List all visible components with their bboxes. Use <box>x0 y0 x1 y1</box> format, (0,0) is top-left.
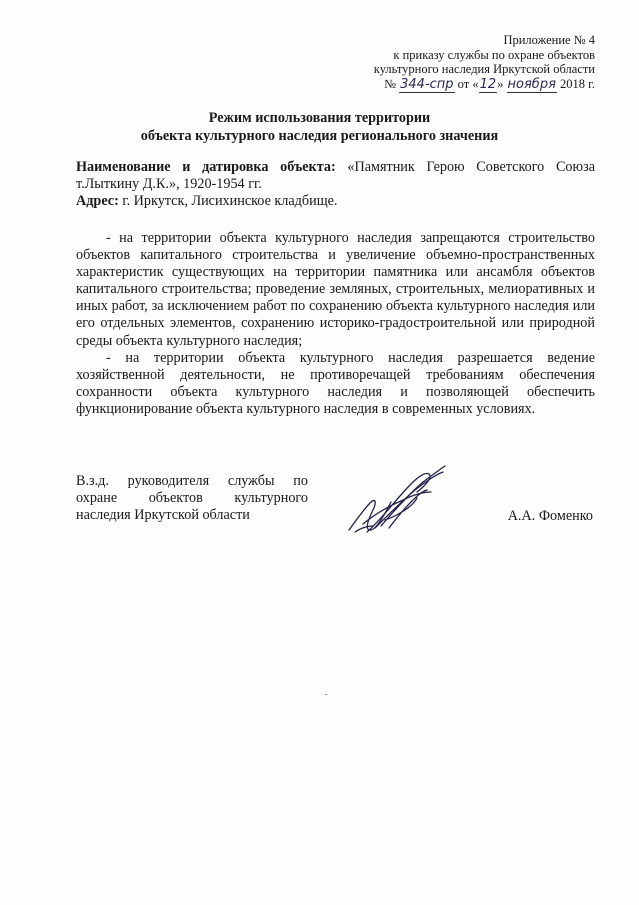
order-from-text: от « <box>457 76 479 91</box>
scan-speck <box>325 694 327 695</box>
order-number-prefix: № <box>384 76 397 91</box>
document-title <box>0 109 639 145</box>
signer-position-line-3: наследия Иркутской области <box>76 507 250 523</box>
object-address-value: г. Иркутск, Лисихинское кладбище. <box>122 193 338 209</box>
object-name-label: Наименование и датировка объекта: <box>76 159 336 175</box>
appendix-line-1: Приложение № 4 <box>503 33 595 47</box>
prohibition-paragraph: - на территории объекта культурного наследия запрещаются строительство объектов капитального строительства и увеличение объемно-пространственных характеристик существующих на территории памятника или ансамбля объектов капитального строительства; проведение земляных, строительных, мелиоративных и иных работ, за исключением работ по сохранению объекта культурного наследия или его отдельных элементов, сохранению историко-градостроительной или природной среды объекта культурного наследия; <box>76 230 595 349</box>
signer-position <box>76 473 308 524</box>
order-day-close: » <box>497 76 504 91</box>
signer-name: А.А. Фоменко <box>507 508 593 524</box>
order-year: 2018 г. <box>560 76 595 91</box>
handwritten-signature-icon <box>345 462 465 542</box>
appendix-line-2: к приказу службы по охране объектов <box>393 47 595 62</box>
object-info <box>76 159 595 210</box>
appendix-line-3: культурного наследия Иркутской области <box>373 62 595 76</box>
signer-position-line-2: охране объектов культурного <box>76 490 308 506</box>
order-number-date <box>374 77 595 93</box>
object-name-value: «Памятник Герою Советского Союза т.Лыткину Д.К.», 1920-1954 гг. <box>76 159 595 192</box>
order-number-handwritten: 344-спр <box>400 76 454 92</box>
title-line-2: объекта культурного наследия регионального значения <box>140 128 499 144</box>
regime-body <box>76 230 595 418</box>
title-line-1: Режим использования территории <box>208 110 431 126</box>
signer-position-line-1: В.з.д. руководителя службы по <box>76 473 308 489</box>
object-address <box>76 193 595 210</box>
appendix-header <box>374 33 595 92</box>
object-address-label: Адрес: <box>76 193 119 209</box>
object-name <box>76 159 595 193</box>
permission-paragraph: - на территории объекта культурного наследия разрешается ведение хозяйственной деятельности, не противоречащей требованиям обеспечения сохранности объекта культурного наследия и позволяющей обеспечить функционирование объекта культурного наследия в современных условиях. <box>76 349 595 417</box>
order-month-handwritten: ноября <box>507 76 556 92</box>
order-day-handwritten: 12 <box>479 76 497 92</box>
